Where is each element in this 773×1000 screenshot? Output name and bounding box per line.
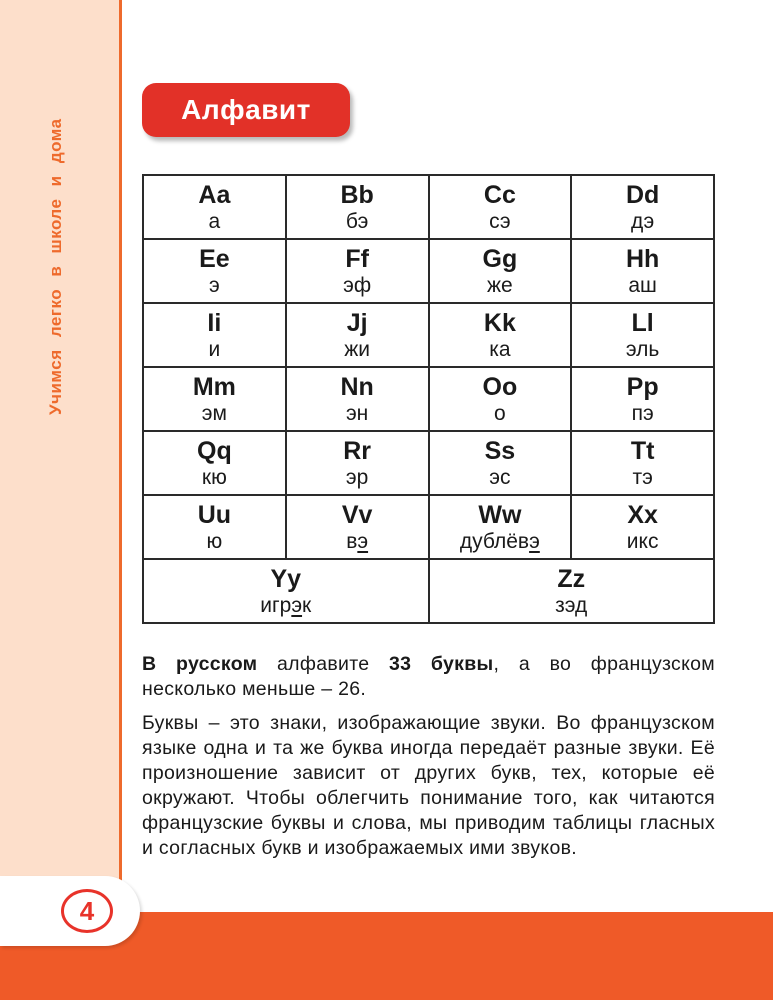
letter-sound: сэ [489,209,511,233]
underlined-sound: э [291,593,303,617]
letter-pair: Qq [197,436,232,465]
letter-sound: икс [626,529,659,553]
letter-sound: пэ [631,401,654,425]
table-row [143,367,714,431]
letter-pair: Dd [625,180,660,209]
letter-sound: эм [201,401,227,425]
letter-sound: эф [343,273,372,297]
alphabet-cell [429,559,715,623]
letter-pair: Cc [483,180,516,209]
alphabet-cell [286,239,429,303]
side-divider-line [119,0,122,912]
alphabet-cell [429,367,572,431]
alphabet-cell [571,431,714,495]
alphabet-cell [429,239,572,303]
alphabet-cell [429,175,572,239]
letter-sound: аш [628,273,657,297]
table-row [143,431,714,495]
letter-pair: Rr [343,436,372,465]
intro-paragraph [142,652,715,702]
alphabet-cell [143,367,286,431]
letter-pair: Pp [626,372,659,401]
letter-pair: Bb [340,180,374,209]
alphabet-table [142,174,715,624]
letter-sound: эн [345,401,369,425]
letter-sound [430,529,571,554]
letter-sound [287,529,428,554]
letter-sound: жи [344,337,371,361]
alphabet-cell [143,175,286,239]
body-text: алфавите [257,653,389,675]
letter-pair: Ii [207,308,222,337]
underlined-sound: э [357,529,369,553]
letter-pair: Ss [484,436,516,465]
letter-pair: Gg [482,244,518,273]
sound-text: игр [260,593,292,617]
letter-pair: Yy [270,564,302,593]
alphabet-cell [571,175,714,239]
letter-pair: Jj [346,308,368,337]
letter-pair: Ww [478,500,522,529]
letter-sound: эль [625,337,660,361]
table-row [143,239,714,303]
letter-pair: Hh [625,244,660,273]
alphabet-cell [143,303,286,367]
letter-sound: ка [489,337,511,361]
alphabet-cell [286,431,429,495]
alphabet-cell [571,367,714,431]
alphabet-cell [286,495,429,559]
letter-sound: эс [489,465,511,489]
alphabet-cell [143,239,286,303]
table-row [143,559,714,623]
alphabet-cell [429,303,572,367]
letter-pair: Ee [199,244,230,273]
alphabet-cell [286,175,429,239]
letter-sound: и [208,337,221,361]
letter-pair: Tt [630,436,655,465]
alphabet-cell [143,495,286,559]
letter-sound: кю [201,465,227,489]
letter-sound: э [209,273,220,297]
letter-sound: о [494,401,506,425]
alphabet-cell [286,303,429,367]
alphabet-cell [571,303,714,367]
letter-pair: Vv [341,500,373,529]
letter-sound: а [208,209,221,233]
sound-text: дублёв [459,529,530,553]
letter-pair: Nn [340,372,374,401]
page-number: 4 [61,889,113,933]
letter-sound: зэд [555,593,588,617]
table-row [143,303,714,367]
page-title: Алфавит [142,83,350,137]
table-row [143,495,714,559]
letter-pair: Zz [557,564,586,593]
alphabet-cell [571,495,714,559]
letter-pair: Kk [483,308,516,337]
letter-sound: же [487,273,513,297]
bold-text: 33 буквы [389,653,494,675]
body-text: , а во французском несколько меньше – 26. [142,653,716,700]
letter-pair: Xx [627,500,658,529]
alphabet-cell [429,431,572,495]
letter-pair: Ll [631,308,654,337]
letter-sound: бэ [345,209,369,233]
body-paragraph: Буквы – это знаки, изображающие звуки. Во французском языке одна и та же буква иногда передаёт разные звуки. Её произношение зависит от других букв, тех, которые её окружают. Чтобы облегчить понимание того, как читаются французские буквы и слова, мы приводим таблицы гласных и согласных букв и изображаемых ими звуков. [142,712,715,859]
sound-text: к [302,593,312,617]
alphabet-cell [571,239,714,303]
alphabet-cell [429,495,572,559]
table-row [143,175,714,239]
letter-sound: эр [345,465,369,489]
underlined-sound: э [529,529,540,553]
sound-text: в [346,529,358,553]
letter-sound [144,593,428,618]
letter-sound: ю [206,529,223,553]
letter-pair: Aa [198,180,231,209]
letter-pair: Ff [345,244,369,273]
alphabet-cell [286,367,429,431]
alphabet-cell [143,431,286,495]
side-series-label: Учимся легко в школе и дома [46,118,65,415]
letter-sound: дэ [631,209,655,233]
letter-pair: Mm [192,372,236,401]
letter-pair: Oo [482,372,518,401]
alphabet-cell [143,559,429,623]
letter-pair: Uu [197,500,232,529]
letter-sound: тэ [632,465,653,489]
bold-text: В русском [142,653,258,675]
